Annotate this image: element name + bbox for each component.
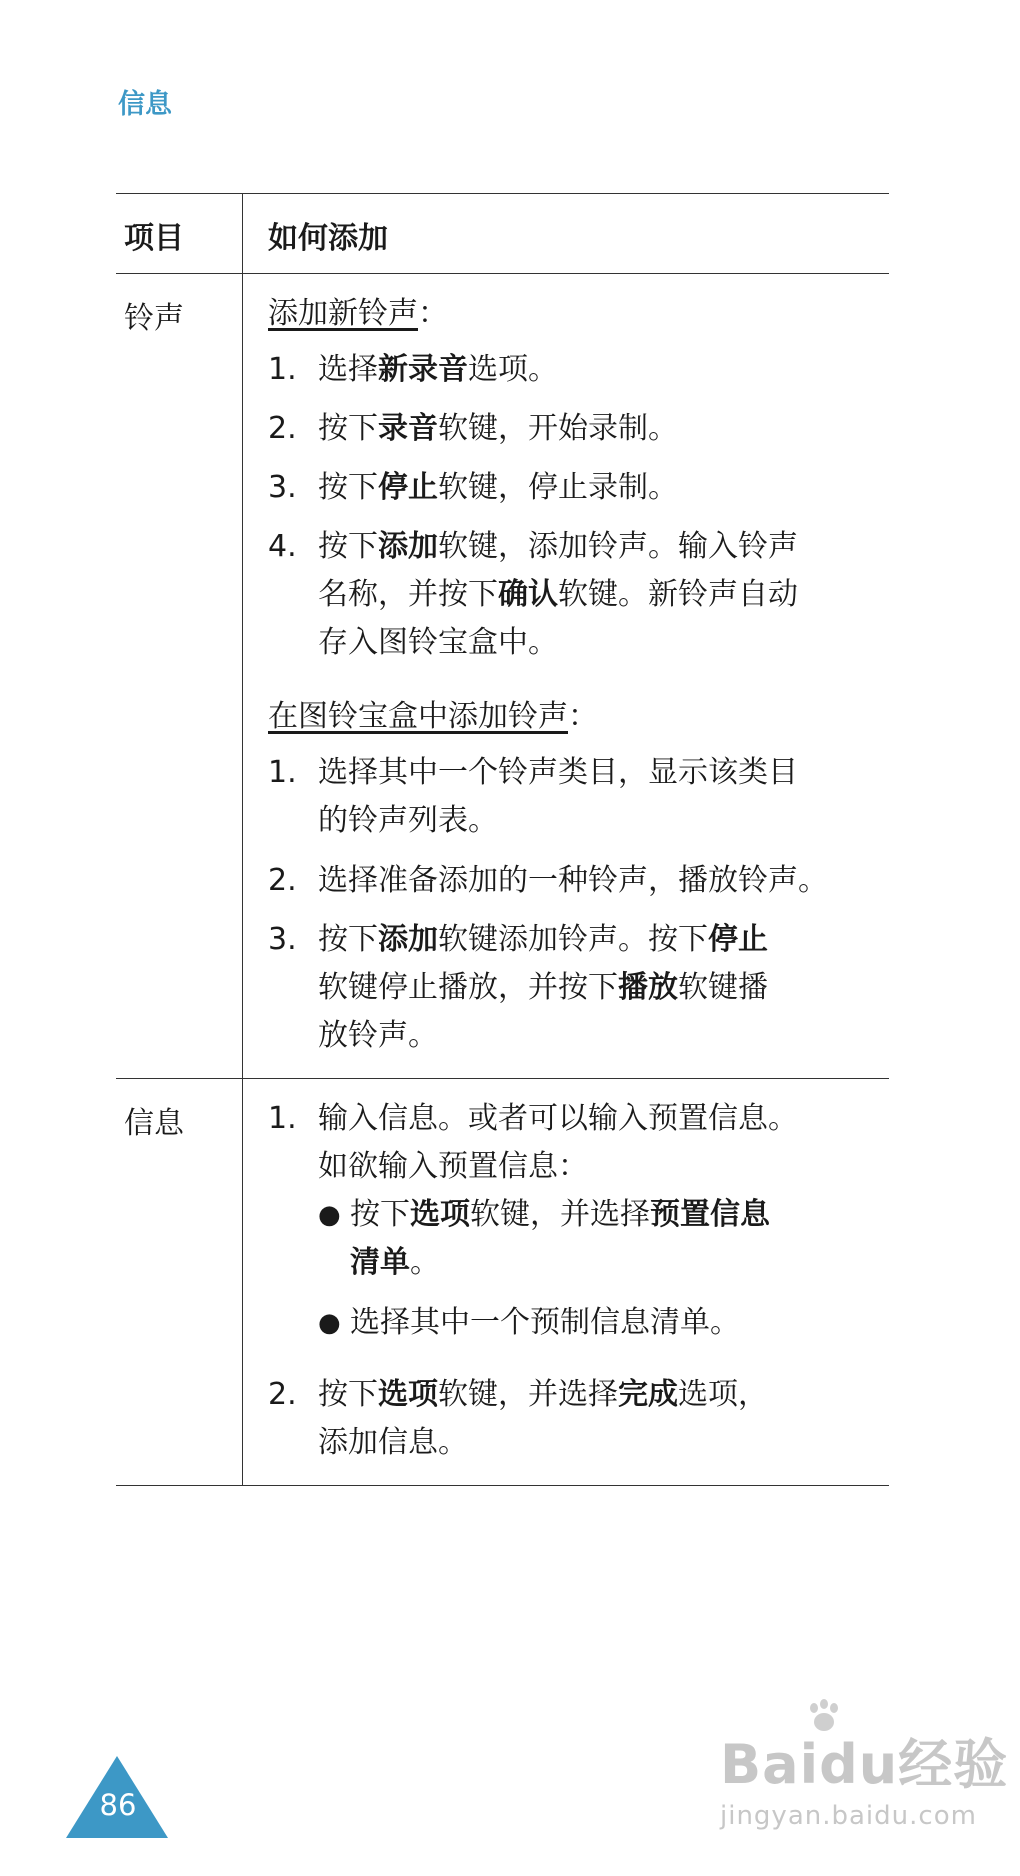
- step-text: 选择新录音选项。: [318, 352, 558, 387]
- step-text: 选择其中一个铃声类目，显示该类目 的铃声列表。: [318, 755, 798, 838]
- ringtone-instructions: [243, 274, 889, 1078]
- step-number: 3.: [268, 922, 297, 957]
- steps-new-ringtone: [268, 346, 889, 667]
- subhead-text: 添加新铃声: [268, 296, 418, 331]
- message-instructions: [243, 1079, 889, 1485]
- steps-message: [268, 1095, 889, 1467]
- item-ringtone: 铃声: [116, 274, 243, 1078]
- subhead-colon: ：: [568, 699, 598, 734]
- list-item: [268, 405, 889, 452]
- list-item: [268, 464, 889, 511]
- step-text: 按下停止软键，停止录制。: [318, 470, 678, 505]
- step-text: 按下添加软键添加铃声。按下停止 软键停止播放，并按下播放软键播 放铃声。: [318, 922, 768, 1053]
- page-number: 86: [99, 1788, 137, 1822]
- subhead-text: 在图铃宝盒中添加铃声: [268, 699, 568, 734]
- step-number: 4.: [268, 529, 297, 564]
- preset-message-bullets: [318, 1191, 889, 1347]
- bullet-icon: ●: [318, 1200, 341, 1230]
- steps-gallery-ringtone: [268, 749, 889, 1060]
- step-number: 2.: [268, 411, 297, 446]
- step-number: 3.: [268, 470, 297, 505]
- list-item: [268, 346, 889, 393]
- list-item: [268, 1371, 889, 1467]
- bullet-item: ● 选择其中一个预制信息清单。: [318, 1299, 889, 1347]
- baidu-watermark: [720, 1722, 1008, 1831]
- item-message: 信息: [116, 1079, 243, 1485]
- section-title: 信息: [118, 89, 172, 120]
- step-text: 按下添加软键，添加铃声。输入铃声 名称，并按下确认软键。新铃声自动 存入图铃宝盒中。: [318, 529, 798, 660]
- step-number: 1.: [268, 352, 297, 387]
- subhead-add-from-gallery: [268, 697, 889, 737]
- list-item: [268, 749, 889, 845]
- watermark-logo: Baidu经验: [720, 1733, 1009, 1796]
- step-text: 按下选项软键，并选择完成选项， 添加信息。: [318, 1377, 768, 1460]
- step-number: 2.: [268, 863, 297, 898]
- watermark-url: jingyan.baidu.com: [720, 1801, 977, 1831]
- step-text: 输入信息。或者可以输入预置信息。 如欲输入预置信息： ● 按下选项软键，并选择预置信息 清单。 ● 选择其中一个预制信息清单。: [318, 1095, 889, 1359]
- table-header-row: [116, 193, 889, 273]
- header-how-to-add: 如何添加: [268, 221, 388, 256]
- subhead-add-new-ringtone: [268, 294, 889, 334]
- step-text: 按下录音软键，开始录制。: [318, 411, 678, 446]
- bullet-icon: ●: [318, 1308, 341, 1338]
- step-number: 2.: [268, 1377, 297, 1412]
- subhead-colon: ：: [418, 296, 448, 331]
- ringtone-message-table: [116, 193, 889, 1486]
- list-item: [268, 916, 889, 1060]
- step-number: 1.: [268, 1101, 297, 1136]
- table-row-message: [116, 1078, 889, 1486]
- list-item: [268, 523, 889, 667]
- step-number: 1.: [268, 755, 297, 790]
- table-row-ringtone: [116, 273, 889, 1078]
- step-text: 选择准备添加的一种铃声，播放铃声。: [318, 863, 828, 898]
- list-item: [268, 1095, 889, 1359]
- list-item: [268, 857, 889, 904]
- header-item: 项目: [116, 194, 243, 273]
- bullet-item: ● 按下选项软键，并选择预置信息 清单。: [318, 1191, 889, 1287]
